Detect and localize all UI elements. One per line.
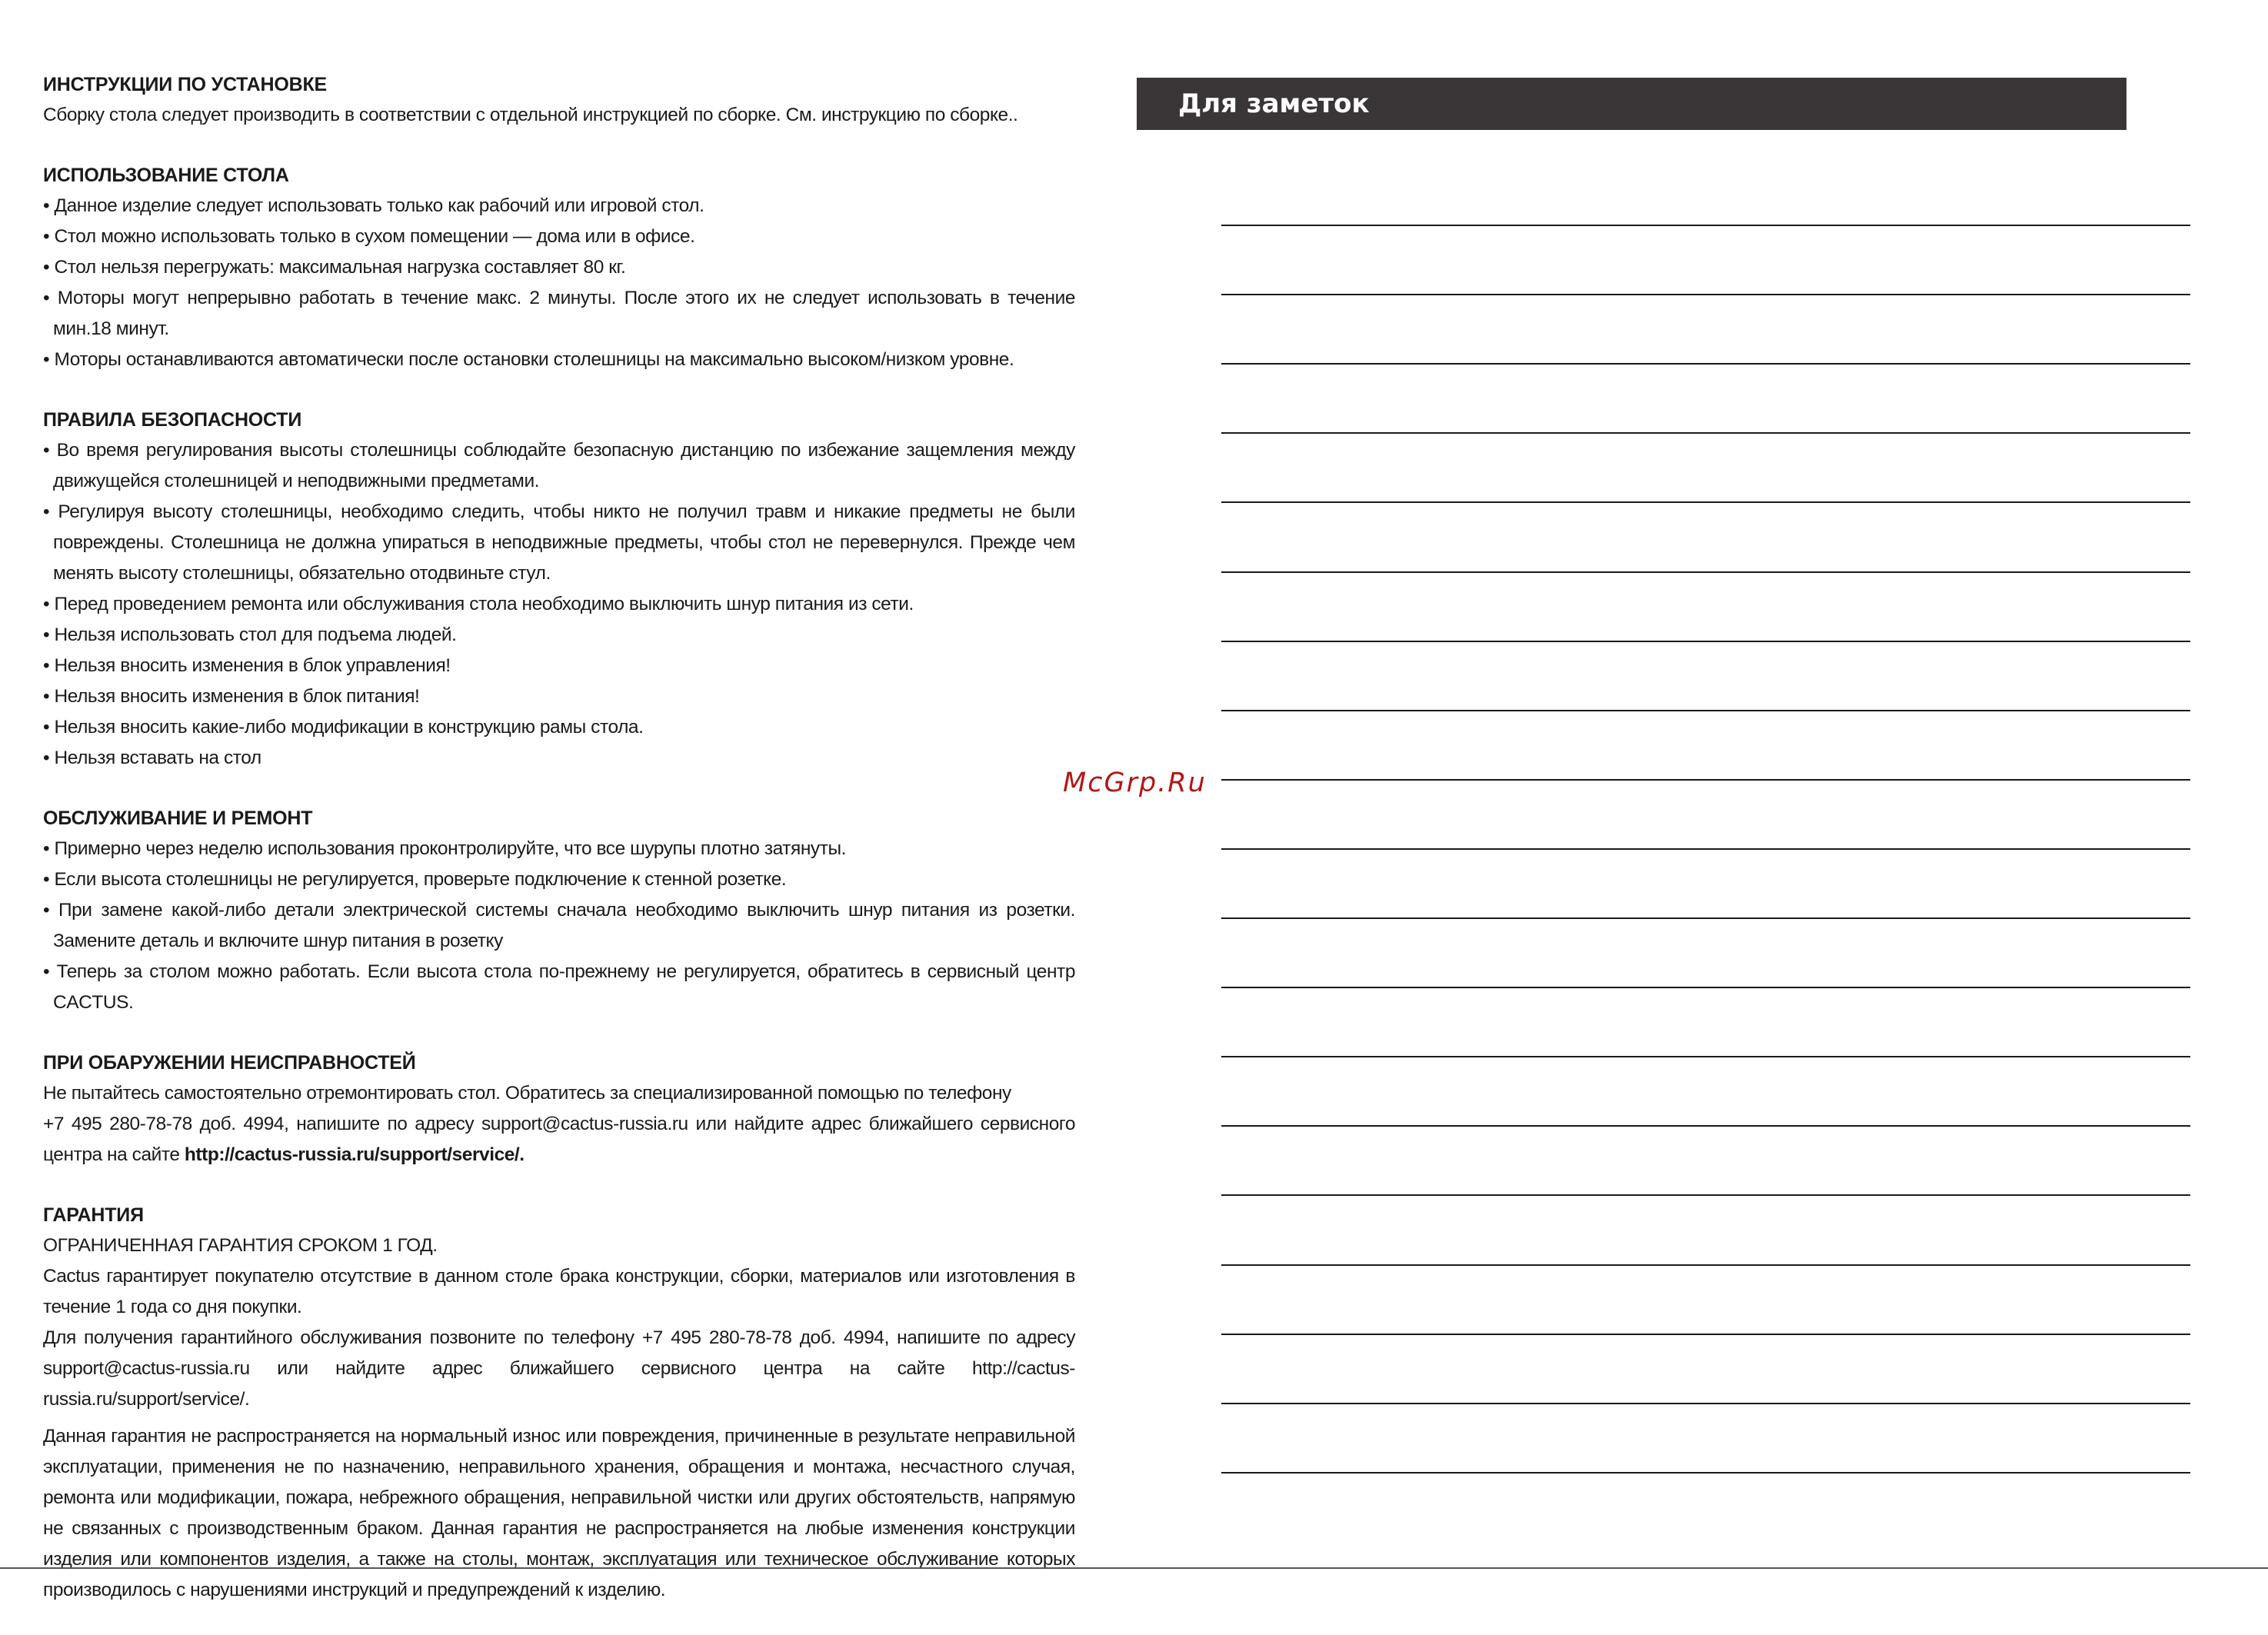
- warranty-paragraph-2: Для получения гарантийного обслуживания позвоните по телефону +7 495 280-78-78 доб. 4994, напишите по адресу support@cactus-russia.ru или найдите адрес ближайшего сервисного центра на сайте http://cactus-russia.ru/support/service/.: [43, 1327, 1075, 1410]
- faults-heading: ПРИ ОБАРУЖЕНИИ НЕИСПРАВНОСТЕЙ: [43, 1052, 416, 1074]
- install-text: Сборку стола следует производить в соответствии с отдельной инструкцией по сборке. См. инструкцию по сборке..: [43, 105, 1018, 125]
- safety-item: • Нельзя вносить какие-либо модификации в конструкцию рамы стола.: [43, 717, 644, 738]
- safety-item: • Перед проведением ремонта или обслуживания стола необходимо выключить шнур питания из сети.: [43, 594, 914, 614]
- warranty-heading: ГАРАНТИЯ: [43, 1204, 144, 1226]
- note-line: [1221, 1125, 2190, 1127]
- bottom-divider: [0, 1567, 2268, 1569]
- service-site-link[interactable]: http://cactus-russia.ru/support/service/.: [184, 1144, 525, 1165]
- note-line: [1221, 1056, 2190, 1057]
- note-line: [1221, 710, 2190, 711]
- safety-item: • Во время регулирования высоты столешницы соблюдайте безопасную дистанцию по избежание защемления между движущейся столешницей и неподвижными предметами.: [43, 440, 1075, 491]
- note-line: [1221, 1194, 2190, 1196]
- service-item: • Теперь за столом можно работать. Если высота стола по-прежнему не регулируется, обратитесь в сервисный центр CACTUS.: [43, 961, 1075, 1013]
- note-line: [1221, 987, 2190, 988]
- note-line: [1221, 1403, 2190, 1404]
- install-section: [43, 69, 1075, 131]
- safety-item: • Регулируя высоту столешницы, необходимо следить, чтобы никто не получил травм и никакие предметы не были повреждены. Столешница не должна упираться в неподвижные предметы, чтобы стол не перевернулся. Прежде чем менять высоту столешницы, обязательно отодвиньте стул.: [43, 501, 1075, 584]
- safety-heading: ПРАВИЛА БЕЗОПАСНОСТИ: [43, 409, 302, 431]
- warranty-subtitle: ОГРАНИЧЕННАЯ ГАРАНТИЯ СРОКОМ 1 ГОД.: [43, 1235, 438, 1256]
- warranty-section: [43, 1200, 1075, 1606]
- service-item: • Примерно через неделю использования проконтролируйте, что все шурупы плотно затянуты.: [43, 838, 847, 859]
- note-line: [1221, 432, 2190, 434]
- note-line: [1221, 294, 2190, 295]
- notes-header: Для заметок: [1137, 78, 2126, 130]
- service-section: [43, 803, 1075, 1018]
- service-item: • Если высота столешницы не регулируется, проверьте подключение к стенной розетке.: [43, 869, 787, 890]
- note-line: [1221, 1472, 2190, 1473]
- usage-item: • Стол можно использовать только в сухом помещении — дома или в офисе.: [43, 226, 695, 247]
- note-line: [1221, 1264, 2190, 1266]
- faults-text-2: [43, 1109, 1075, 1170]
- note-line: [1221, 917, 2190, 919]
- safety-item: • Нельзя использовать стол для подъема людей.: [43, 624, 457, 645]
- warranty-paragraph-3: Данная гарантия не распространяется на нормальный износ или повреждения, причиненные в результате неправильной эксплуатации, применения не по назначению, неправильного хранения, обращения и монтажа, несчастного случая, ремонта или модификации, пожара, небрежного обращения, неправильной чистки или других обстоятельств, напрямую не связанных с производственным браком. Данная гарантия не распространяется на любые изменения конструкции изделия или компонентов изделия, а также на столы, монтаж, эксплуатация или техническое обслуживание которых производилось с нарушениями инструкций и предупреждений к изделию.: [43, 1426, 1075, 1600]
- safety-item: • Нельзя вносить изменения в блок управления!: [43, 655, 451, 676]
- faults-contact-text: +7 495 280-78-78 доб. 4994, напишите по адресу support@cactus-russia.ru или найдите адрес ближайшего сервисного центра на сайте: [43, 1114, 1075, 1165]
- install-heading: ИНСТРУКЦИИ ПО УСТАНОВКЕ: [43, 74, 328, 95]
- note-line: [1221, 1334, 2190, 1335]
- usage-heading: ИСПОЛЬЗОВАНИЕ СТОЛА: [43, 165, 289, 186]
- safety-item: • Нельзя вносить изменения в блок питания!: [43, 686, 420, 707]
- instructions-column: [43, 69, 1075, 1635]
- usage-item: • Моторы могут непрерывно работать в течение макс. 2 минуты. После этого их не следует использовать в течение мин.18 минут.: [43, 288, 1075, 339]
- note-line: [1221, 848, 2190, 850]
- note-line: [1221, 779, 2190, 781]
- usage-section: [43, 160, 1075, 375]
- note-line: [1221, 363, 2190, 365]
- note-line: [1221, 571, 2190, 573]
- safety-item: • Нельзя вставать на стол: [43, 748, 261, 768]
- watermark-text: McGrp.Ru: [1063, 768, 1207, 798]
- service-heading: ОБСЛУЖИВАНИЕ И РЕМОНТ: [43, 808, 313, 829]
- note-line: [1221, 641, 2190, 642]
- usage-item: • Моторы останавливаются автоматически после остановки столешницы на максимально высоком/низком уровне.: [43, 349, 1014, 370]
- faults-text-1: Не пытайтесь самостоятельно отремонтировать стол. Обратитесь за специализированной помощью по телефону: [43, 1083, 1011, 1104]
- faults-section: [43, 1047, 1075, 1170]
- note-line: [1221, 501, 2190, 503]
- safety-section: [43, 405, 1075, 774]
- warranty-paragraph-1: Cactus гарантирует покупателю отсутствие в данном столе брака конструкции, сборки, материалов или изготовления в течение 1 года со дня покупки.: [43, 1266, 1075, 1317]
- usage-item: • Стол нельзя перегружать: максимальная нагрузка составляет 80 кг.: [43, 257, 626, 278]
- service-item: • При замене какой-либо детали электрической системы сначала необходимо выключить шнур питания из розетки. Замените деталь и включите шнур питания в розетку: [43, 900, 1075, 951]
- note-line: [1221, 225, 2190, 226]
- usage-item: • Данное изделие следует использовать только как рабочий или игровой стол.: [43, 195, 704, 216]
